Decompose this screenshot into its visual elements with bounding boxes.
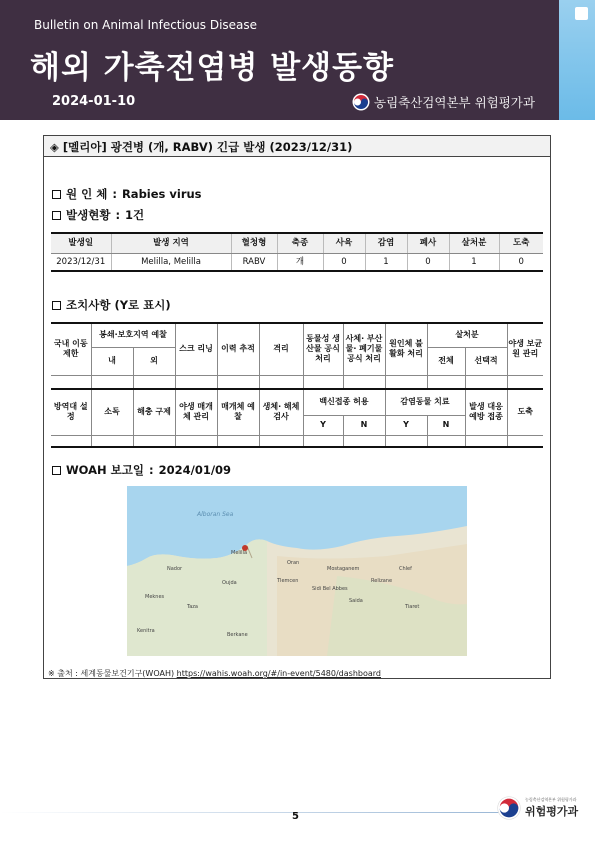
col-header: 사육 (323, 233, 365, 253)
header-banner (0, 0, 559, 120)
sea-label: Alboran Sea (197, 511, 234, 518)
page-corner (575, 7, 588, 20)
col-header: 발생일 (51, 233, 111, 253)
measure-header: 소독 (91, 389, 133, 435)
place-label: Nador (167, 566, 183, 572)
square-bullet-icon (52, 211, 61, 220)
pathogen-value: Rabies virus (121, 187, 202, 201)
footer-logo (497, 796, 578, 820)
place-label: Saida (349, 598, 363, 604)
measure-header: 방역대 설정 (51, 389, 91, 435)
square-bullet-icon (52, 466, 61, 475)
measure-subheader: N (343, 415, 385, 435)
table-cell: 1 (449, 253, 499, 271)
taegeuk-emblem-icon (352, 93, 370, 111)
diamond-icon: ◈ (50, 140, 59, 154)
measure-subheader: 외 (133, 347, 175, 375)
bulletin-date: 2024-01-10 (52, 94, 136, 109)
org-logo (352, 93, 535, 111)
taegeuk-emblem-icon (497, 796, 521, 820)
map-graphic (127, 486, 467, 656)
measure-subheader: 선택적 (465, 347, 507, 375)
measures-table (51, 322, 543, 448)
footer-org-small: 농림축산검역본부 위험평가과 (525, 797, 577, 802)
measure-header: 도축 (507, 389, 543, 435)
measure-header: 발생 대응 예방 접종 (465, 389, 507, 435)
table-cell: 0 (499, 253, 543, 271)
source-link[interactable]: https://wahis.woah.org/#/in-event/5480/dashboard (176, 669, 381, 678)
col-header: 폐사 (407, 233, 449, 253)
woah-label: WOAH 보고일 (66, 463, 145, 477)
table-cell: 개 (277, 253, 323, 271)
measure-header: 이력 추적 (217, 323, 259, 375)
status-value: 1건 (125, 208, 145, 222)
table-cell: RABV (231, 253, 277, 271)
report-title-box (43, 135, 551, 157)
org-name: 농림축산검역본부 위험평가과 (374, 95, 535, 110)
measure-header: 야생 보균원 관리 (507, 323, 543, 375)
status-label: 발생현황 (66, 208, 111, 222)
woah-date: 2024/01/09 (158, 463, 232, 477)
place-label: Berkane (227, 632, 248, 638)
place-label: Mostaganem (327, 566, 360, 572)
measure-header: 국내 이동 제한 (51, 323, 91, 375)
measure-header: 격리 (259, 323, 303, 375)
measure-header: 야생 매개체 관리 (175, 389, 217, 435)
outbreak-map[interactable] (127, 486, 467, 656)
measure-header: 매개체 예찰 (217, 389, 259, 435)
page-number: 5 (292, 811, 299, 822)
measure-subheader: N (427, 415, 465, 435)
measure-subheader: Y (303, 415, 343, 435)
table-header-row (51, 233, 543, 253)
measure-header: 스크 리닝 (175, 323, 217, 375)
table-cell: 1 (365, 253, 407, 271)
place-label: Chlef (399, 566, 412, 572)
measure-header: 원인체 불활화 처리 (385, 323, 427, 375)
measure-header: 생체· 해체 검사 (259, 389, 303, 435)
report-title: [멜리아] 광견병 (개, RABV) 긴급 발생 (2023/12/31) (62, 140, 353, 154)
outbreak-table (51, 232, 543, 272)
place-label: Tlemcen (277, 578, 299, 584)
measure-header: 봉쇄·보호지역 예찰 (91, 323, 175, 347)
measure-header: 동물성 생산물 공식 처리 (303, 323, 343, 375)
place-label: Taza (187, 604, 198, 610)
table-cell: Melilla, Melilla (111, 253, 231, 271)
pathogen-line: 원 인 체 : Rabies virus (52, 186, 202, 202)
source-prefix: ※ 출처 : 세계동물보건기구(WOAH) (48, 669, 175, 678)
measure-header: 사체· 부산물· 폐기물 공식 처리 (343, 323, 385, 375)
bulletin-subtitle: Bulletin on Animal Infectious Disease (34, 18, 258, 32)
source-note (48, 668, 381, 679)
col-header: 축종 (277, 233, 323, 253)
col-header: 도축 (499, 233, 543, 253)
measure-subheader: 전체 (427, 347, 465, 375)
place-label: Oujda (222, 580, 237, 586)
table-cell: 2023/12/31 (56, 256, 106, 267)
measures-heading: 조치사항 (Y로 표시) (52, 297, 171, 313)
pathogen-label: 원 인 체 (66, 187, 108, 201)
place-label: Sidi Bel Abbes (312, 586, 348, 592)
table-row (51, 253, 543, 271)
place-label: Relizane (371, 578, 393, 584)
bulletin-title: 해외 가축전염병 발생동향 (30, 50, 394, 86)
measure-value-row (51, 435, 543, 447)
measure-header: 백신접종 허용 (303, 389, 385, 415)
table-cell: 0 (407, 253, 449, 271)
col-header: 발생 지역 (111, 233, 231, 253)
place-label: Tiaret (405, 604, 420, 610)
col-header: 감염 (365, 233, 407, 253)
place-label: Kenitra (137, 628, 155, 634)
footer-rule (0, 812, 500, 813)
square-bullet-icon (52, 190, 61, 199)
measure-subheader: 내 (91, 347, 133, 375)
square-bullet-icon (52, 301, 61, 310)
measure-header: 살처분 (427, 323, 507, 347)
place-label: Oran (287, 560, 300, 566)
status-line: 발생현황 : 1건 (52, 207, 144, 223)
measure-header: 감염동물 치료 (385, 389, 465, 415)
woah-report-line: WOAH 보고일 : 2024/01/09 (52, 462, 231, 478)
col-header: 살처분 (449, 233, 499, 253)
col-header: 혈청형 (231, 233, 277, 253)
place-label: Melilla (231, 550, 248, 556)
measure-value-row (51, 375, 543, 389)
measure-header: 해충 구제 (133, 389, 175, 435)
table-cell: 0 (323, 253, 365, 271)
footer-org-name: 위험평가과 (525, 805, 579, 818)
place-label: Meknes (145, 594, 165, 600)
measure-subheader: Y (385, 415, 427, 435)
